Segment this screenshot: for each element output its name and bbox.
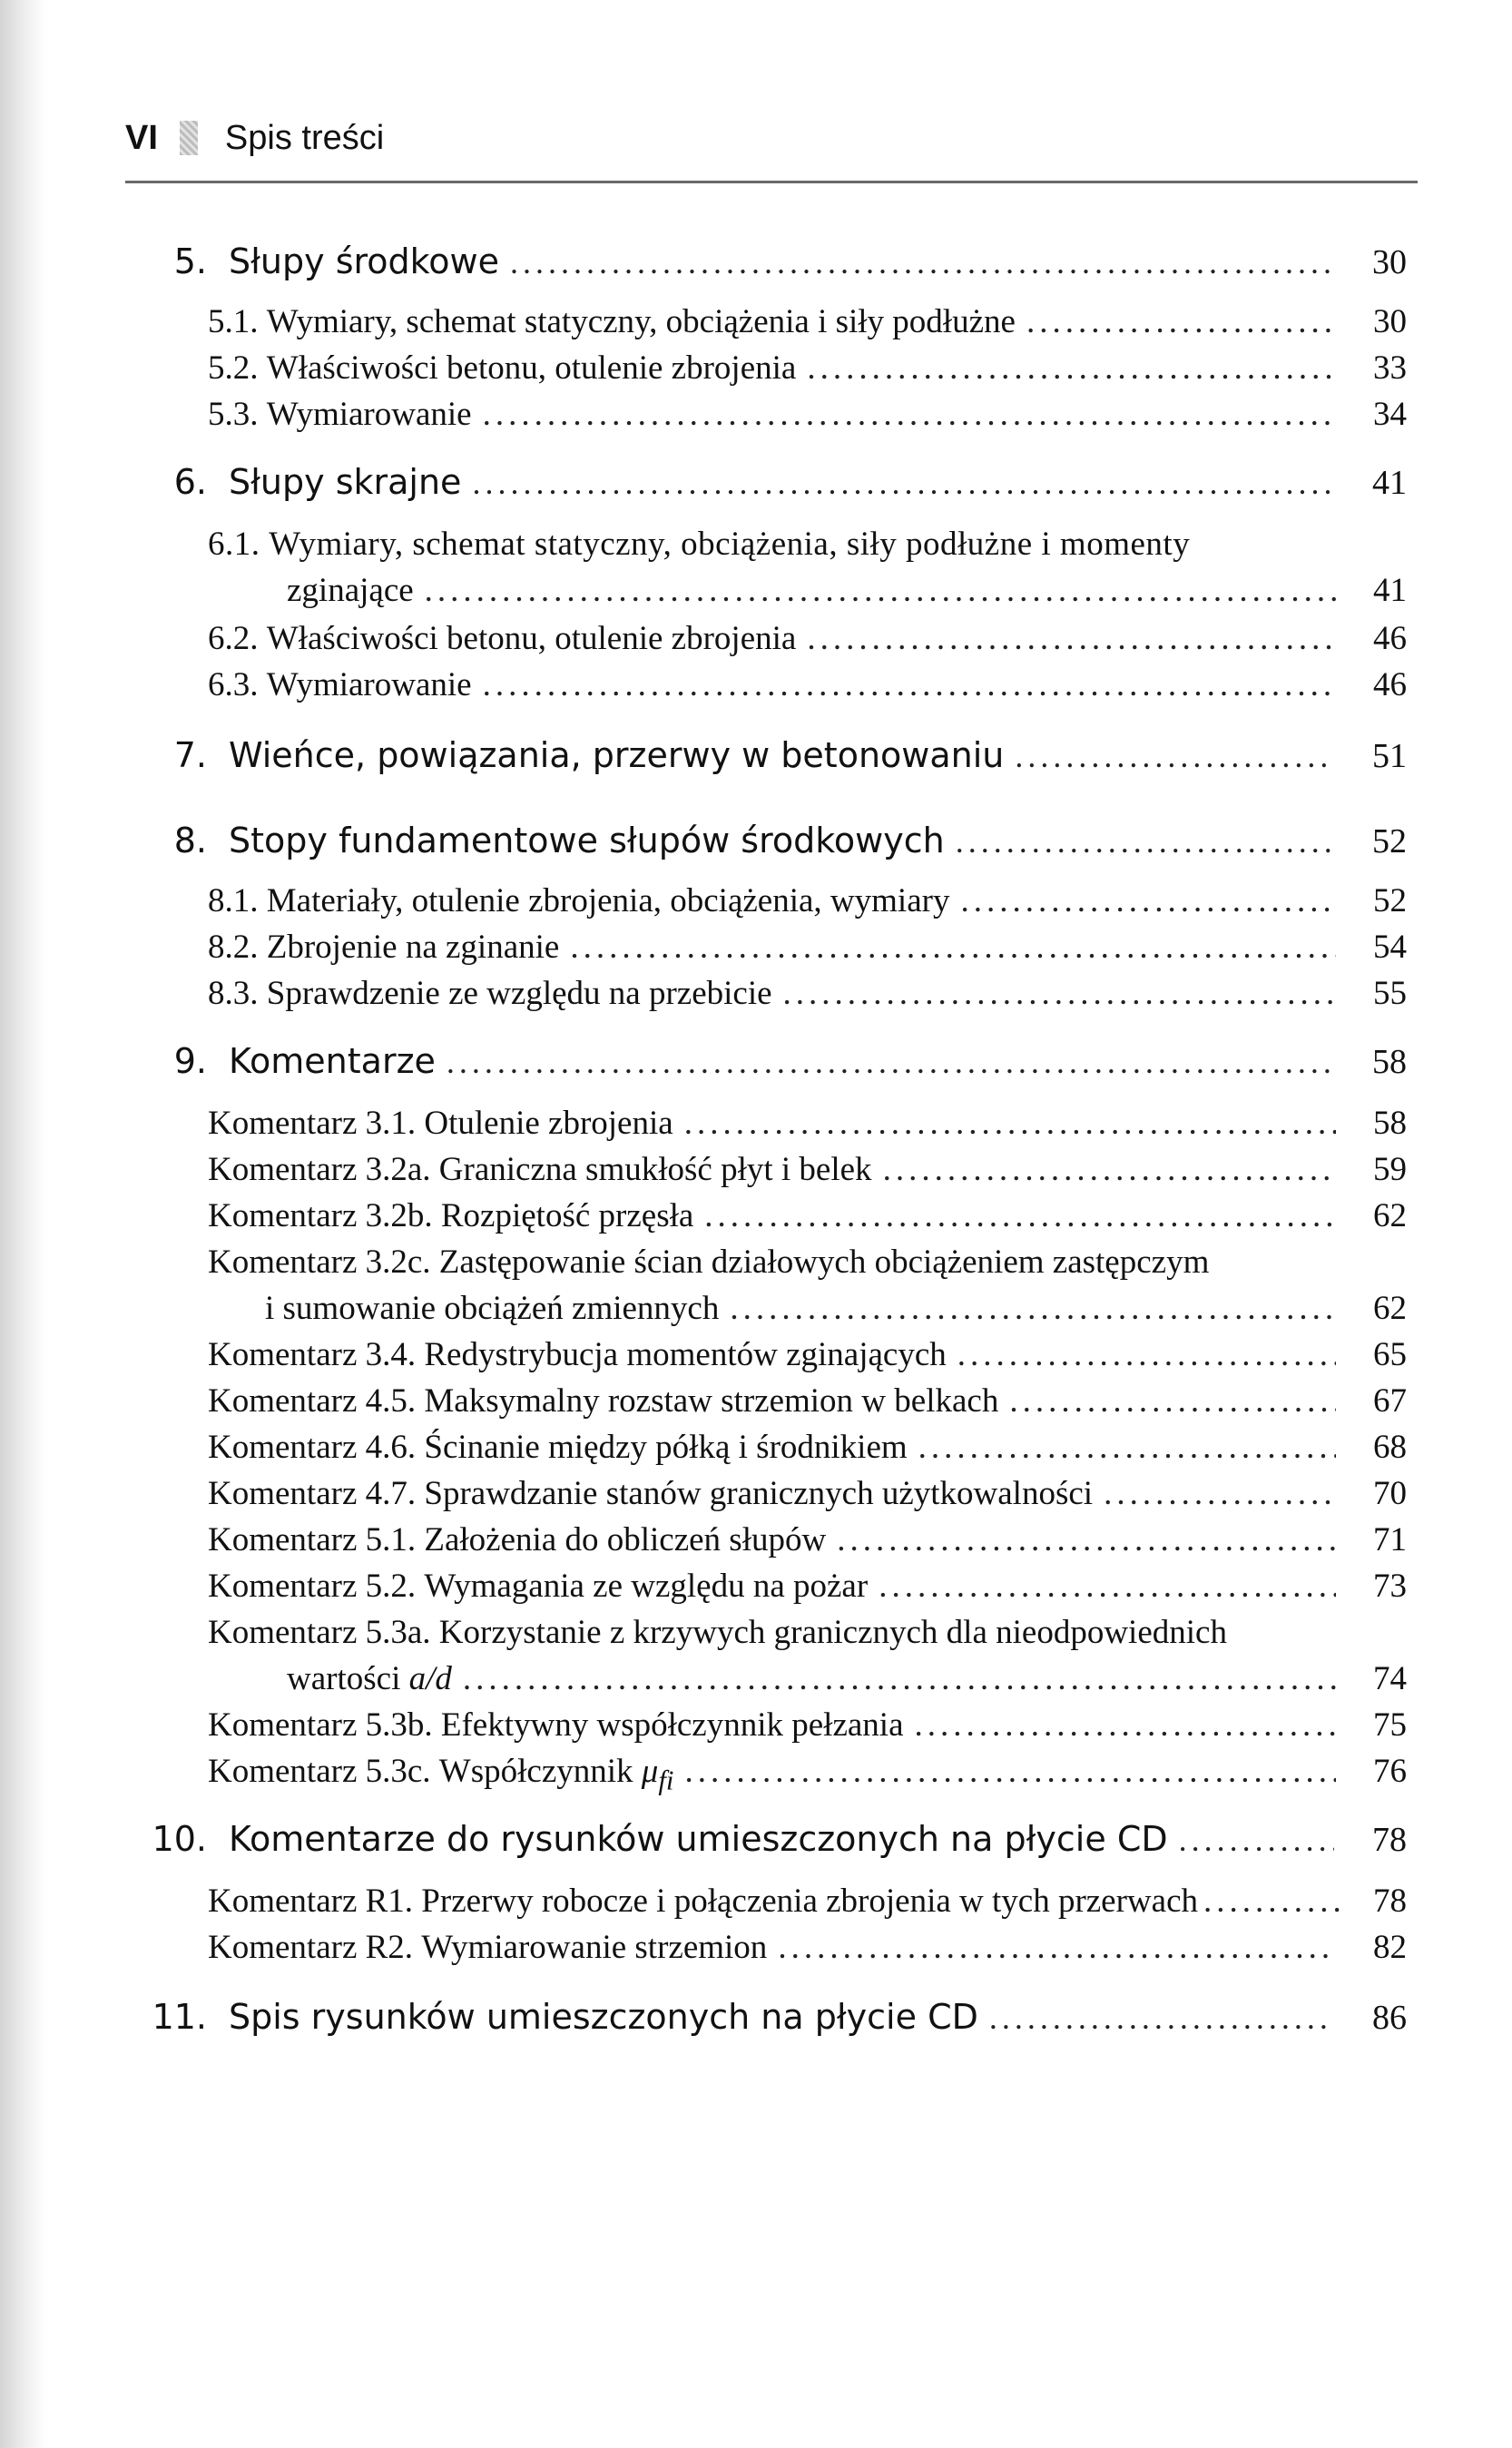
math-mu-subscript: fi — [658, 1765, 674, 1796]
comment-title: Graniczna smukłość płyt i belek — [438, 1151, 872, 1188]
comment-label: Komentarz 5.3b. — [208, 1706, 433, 1744]
dot-leader — [807, 619, 1336, 658]
comment-page: 76 — [1373, 1753, 1407, 1790]
section-title: Sprawdzenie ze względu na przebicie — [266, 975, 772, 1012]
chapter-page: 30 — [1372, 243, 1407, 281]
toc-comment-4-6[interactable] — [208, 1428, 1407, 1467]
chapter-number: 10. — [152, 1819, 207, 1859]
toc-comment-3-2b[interactable] — [208, 1196, 1407, 1235]
dot-leader — [879, 1567, 1336, 1606]
dot-leader — [989, 1999, 1334, 2037]
toc-section-5-2[interactable] — [208, 349, 1407, 388]
dot-leader — [1179, 1821, 1334, 1859]
dot-leader — [425, 571, 1336, 610]
dot-leader — [483, 665, 1336, 704]
dot-leader — [1015, 737, 1334, 775]
dot-leader — [956, 822, 1334, 860]
dot-leader — [570, 928, 1336, 967]
section-title: Właściwości betonu, otulenie zbrojenia — [266, 620, 797, 657]
dot-leader — [685, 1752, 1337, 1791]
comment-label: Komentarz 3.2a. — [208, 1151, 431, 1188]
chapter-page: 78 — [1372, 1821, 1407, 1859]
comment-page: 58 — [1373, 1105, 1407, 1142]
toc-chapter-5[interactable] — [145, 241, 1407, 282]
comment-label: Komentarz 5.3a. — [208, 1614, 431, 1651]
comment-label: Komentarz 4.5. — [208, 1382, 417, 1420]
section-number: 6.2. — [208, 620, 259, 657]
toc-section-8-1[interactable] — [208, 881, 1407, 920]
comment-title-line1: Korzystanie z krzywych granicznych dla nieodpowiednich — [438, 1614, 1227, 1651]
section-page: 46 — [1373, 666, 1407, 703]
toc-section-6-3[interactable] — [208, 665, 1407, 704]
section-page: 55 — [1373, 975, 1407, 1012]
dot-leader — [918, 1428, 1336, 1467]
section-page: 30 — [1373, 303, 1407, 340]
section-number: 6.3. — [208, 666, 259, 703]
comment-title: Przerwy robocze i połączenia zbrojenia w tych przerwach — [421, 1883, 1198, 1920]
section-page: 46 — [1373, 620, 1407, 657]
comment-label: Komentarz 4.7. — [208, 1475, 417, 1512]
comment-page: 74 — [1373, 1660, 1407, 1697]
math-a-over-d: a/d — [408, 1660, 452, 1697]
dot-leader — [1104, 1474, 1336, 1513]
dot-leader — [510, 243, 1334, 281]
toc-section-6-1-line1[interactable] — [208, 525, 1190, 564]
section-title: Wymiary, schemat statyczny, obciążenia i siły podłużne — [266, 303, 1016, 340]
toc-comment-5-3b[interactable] — [208, 1706, 1407, 1745]
toc-section-6-1-line2[interactable] — [287, 571, 1407, 610]
dot-leader — [1009, 1381, 1336, 1421]
toc-section-6-2[interactable] — [208, 619, 1407, 658]
toc-comment-r1[interactable] — [208, 1882, 1407, 1921]
section-title: Zbrojenie na zginanie — [266, 929, 560, 966]
comment-title-text: Współczynnik — [438, 1753, 642, 1790]
section-number: 8.2. — [208, 929, 259, 966]
chapter-page: 51 — [1372, 737, 1407, 775]
comment-title: Wymiarowanie strzemion — [421, 1929, 768, 1966]
running-title: Spis treści — [224, 118, 385, 157]
comment-title: Rozpiętość przęsła — [440, 1197, 694, 1234]
comment-title: Efektywny współczynnik pełzania — [440, 1706, 904, 1744]
chapter-number: 11. — [152, 1997, 207, 2037]
dot-leader — [837, 1520, 1336, 1559]
toc-comment-r2[interactable] — [208, 1928, 1407, 1967]
comment-page: 82 — [1373, 1929, 1407, 1966]
comment-title: Założenia do obliczeń słupów — [424, 1521, 827, 1558]
comment-title: Redystrybucja momentów zginających — [424, 1336, 947, 1373]
section-page: 54 — [1373, 929, 1407, 966]
chapter-title: Słupy skrajne — [229, 462, 462, 502]
toc-comment-5-3c[interactable] — [208, 1752, 1407, 1796]
section-number: 8.1. — [208, 882, 259, 919]
section-page: 33 — [1373, 349, 1407, 387]
dot-leader — [915, 1706, 1337, 1745]
comment-label: Komentarz 4.6. — [208, 1429, 417, 1466]
section-title: Materiały, otulenie zbrojenia, obciążenia, wymiary — [266, 882, 950, 919]
dot-leader — [957, 1335, 1336, 1374]
toc-comment-3-1[interactable] — [208, 1104, 1407, 1143]
toc-chapter-7[interactable] — [145, 735, 1407, 776]
dot-leader — [1026, 302, 1336, 341]
chapter-title: Spis rysunków umieszczonych na płycie CD — [229, 1997, 978, 2037]
toc-comment-5-2[interactable] — [208, 1567, 1407, 1606]
toc-comment-4-5[interactable] — [208, 1381, 1407, 1421]
toc-comment-3-2a[interactable] — [208, 1150, 1407, 1189]
toc-comment-5-3a-line1[interactable] — [208, 1613, 1227, 1652]
dot-leader — [807, 349, 1336, 388]
section-number: 5.2. — [208, 349, 259, 387]
comment-title: Sprawdzanie stanów granicznych użytkowalności — [424, 1475, 1094, 1512]
comment-label: Komentarz 5.1. — [208, 1521, 417, 1558]
toc-section-8-2[interactable] — [208, 928, 1407, 967]
section-number: 8.3. — [208, 975, 259, 1012]
comment-title-line2 — [287, 1659, 452, 1698]
comment-label: Komentarz 3.1. — [208, 1105, 417, 1142]
toc-chapter-6[interactable] — [145, 462, 1407, 503]
chapter-number: 5. — [173, 241, 207, 281]
dot-leader — [704, 1196, 1336, 1235]
comment-label: Komentarz 3.4. — [208, 1336, 417, 1373]
dot-leader — [472, 464, 1334, 502]
page-number: VI — [125, 118, 158, 157]
toc-chapter-11[interactable] — [145, 1997, 1407, 2038]
comment-title-line2: i sumowanie obciążeń zmiennych — [265, 1290, 720, 1327]
section-number: 5.3. — [208, 396, 259, 433]
chapter-page: 41 — [1372, 464, 1407, 502]
comment-label: Komentarz 5.2. — [208, 1568, 417, 1605]
section-page: 41 — [1373, 572, 1407, 609]
section-number: 5.1. — [208, 303, 259, 340]
dot-leader — [463, 1659, 1336, 1698]
comment-label: Komentarz 5.3c. — [208, 1753, 431, 1790]
toc-comment-3-4[interactable] — [208, 1335, 1407, 1374]
comment-title — [439, 1752, 674, 1796]
dot-leader — [783, 974, 1336, 1013]
chapter-title: Komentarze — [229, 1041, 436, 1081]
chapter-page: 52 — [1372, 822, 1407, 860]
chapter-title: Stopy fundamentowe słupów środkowych — [229, 821, 945, 860]
math-mu: μ — [641, 1753, 659, 1790]
comment-title: Ścinanie między półką i środnikiem — [424, 1429, 908, 1466]
chapter-number: 9. — [173, 1041, 207, 1081]
comment-title: Otulenie zbrojenia — [424, 1105, 673, 1142]
dot-leader — [483, 395, 1336, 434]
comment-label: Komentarz 3.2b. — [208, 1197, 433, 1234]
toc-chapter-9[interactable] — [145, 1041, 1407, 1082]
toc-comment-5-1[interactable] — [208, 1520, 1407, 1559]
chapter-page: 58 — [1372, 1043, 1407, 1081]
dot-leader — [883, 1150, 1336, 1189]
toc-comment-3-2c-line1[interactable] — [208, 1243, 1209, 1282]
toc-section-5-1[interactable] — [208, 302, 1407, 341]
chapter-title: Wieńce, powiązania, przerwy w betonowaniu — [229, 735, 1005, 775]
comment-label: Komentarz 3.2c. — [208, 1244, 431, 1281]
comment-title: Maksymalny rozstaw strzemion w belkach — [424, 1382, 999, 1420]
toc-section-8-3[interactable] — [208, 974, 1407, 1013]
dot-leader — [778, 1928, 1336, 1967]
section-number: 6.1. — [208, 526, 260, 563]
dot-leader — [684, 1104, 1336, 1143]
toc-comment-4-7[interactable] — [208, 1474, 1407, 1513]
chapter-title: Komentarze do rysunków umieszczonych na płycie CD — [229, 1819, 1168, 1859]
comment-title: Wymagania ze względu na pożar — [424, 1568, 869, 1605]
comment-page: 71 — [1373, 1521, 1407, 1558]
comment-page: 78 — [1373, 1883, 1407, 1920]
comment-page: 68 — [1373, 1429, 1407, 1466]
chapter-number: 7. — [173, 735, 207, 775]
dot-leader — [1203, 1882, 1347, 1921]
toc-chapter-10[interactable] — [145, 1819, 1407, 1860]
comment-page: 62 — [1373, 1290, 1407, 1327]
chapter-number: 6. — [173, 462, 207, 502]
section-title-line2: zginające — [287, 572, 414, 609]
toc-chapter-8[interactable] — [145, 821, 1407, 861]
section-page: 34 — [1373, 396, 1407, 433]
toc-section-5-3[interactable] — [208, 395, 1407, 434]
comment-page: 62 — [1373, 1197, 1407, 1234]
toc-comment-5-3a-line2[interactable] — [287, 1659, 1407, 1698]
comment-page: 59 — [1373, 1151, 1407, 1188]
chapter-page: 86 — [1372, 1999, 1407, 2037]
section-page: 52 — [1373, 882, 1407, 919]
dot-leader — [447, 1043, 1334, 1081]
section-title: Wymiarowanie — [266, 396, 472, 433]
comment-page: 67 — [1373, 1382, 1407, 1420]
comment-page: 75 — [1373, 1706, 1407, 1744]
chapter-title: Słupy środkowe — [229, 241, 500, 281]
comment-title-line2-text: wartości — [287, 1660, 409, 1697]
dot-leader — [960, 881, 1336, 920]
comment-title-line1: Zastępowanie ścian działowych obciążeniem zastępczym — [438, 1244, 1210, 1281]
dot-leader — [730, 1289, 1336, 1328]
comment-label: Komentarz R2. — [208, 1929, 414, 1966]
comment-label: Komentarz R1. — [208, 1883, 414, 1920]
section-title-line1: Wymiary, schemat statyczny, obciążenia, siły podłużne i momenty — [269, 526, 1191, 563]
toc-comment-3-2c-line2[interactable] — [265, 1289, 1407, 1328]
comment-page: 73 — [1373, 1568, 1407, 1605]
comment-page: 65 — [1373, 1336, 1407, 1373]
comment-page: 70 — [1373, 1475, 1407, 1512]
chapter-number: 8. — [173, 821, 207, 860]
section-title: Właściwości betonu, otulenie zbrojenia — [266, 349, 797, 387]
section-title: Wymiarowanie — [266, 666, 472, 703]
